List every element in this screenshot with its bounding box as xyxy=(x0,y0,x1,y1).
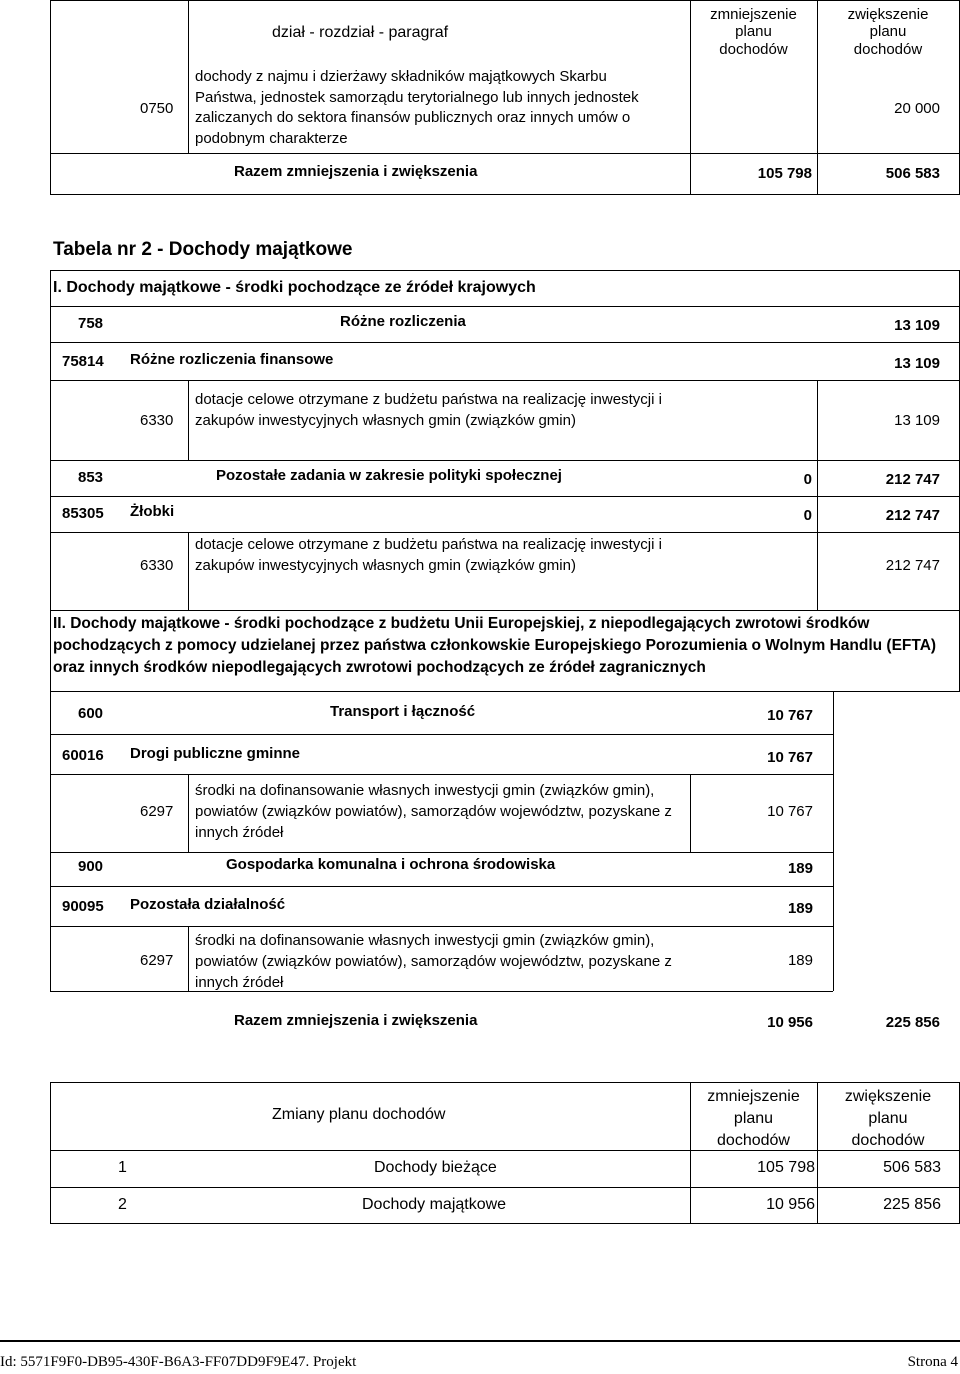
paragraf-description: dotacje celowe otrzymane z budżetu państwa na realizację inwestycji i zakupów inwestycyjnych własnych gmin (związków gmin) xyxy=(195,536,662,574)
col-decrease-header: zmniejszenie planu dochodów xyxy=(710,6,797,58)
dzial-code: 758 xyxy=(78,315,104,332)
paragraf-value: 13 109 xyxy=(894,412,940,429)
dzial-value: 13 109 xyxy=(894,317,940,334)
paragraf-description: środki na dofinansowanie własnych inwestycji gmin (związków gmin), powiatów (związków powiatów), samorządów województw, pozyskane z innych źródeł xyxy=(195,932,672,991)
row-label: Dochody bieżące xyxy=(374,1159,497,1176)
paragraf-code: 6330 xyxy=(140,412,174,429)
rozdzial-code: 60016 xyxy=(62,747,104,764)
col-increase-header: zwiększenie planu dochodów xyxy=(847,6,929,58)
dzial-code: 900 xyxy=(78,858,104,875)
total-increase: 506 583 xyxy=(885,165,940,182)
section-2-title: II. Dochody majątkowe - środki pochodzące z budżetu Unii Europejskiej, z niepodlegających zwrotowi środków pochodzących z pomocy udzielanej przez państwa członkowskie Europejskiego Porozumienia o Wolnym Handlu (EFTA) oraz innych środków niepodlegających zwrotowi pochodzących ze źródeł zagranicznych xyxy=(53,615,937,676)
dzial-value: 10 767 xyxy=(767,707,813,724)
col-increase-header: zwiększenie planu dochodów xyxy=(844,1088,932,1149)
dzial-code: 853 xyxy=(78,469,104,486)
dzial-value: 212 747 xyxy=(885,471,940,488)
total-label: Razem zmniejszenia i zwiększenia xyxy=(234,163,478,180)
paragraf-value: 10 767 xyxy=(767,803,813,820)
table2-title: Tabela nr 2 - Dochody majątkowe xyxy=(53,239,353,260)
total-increase: 225 856 xyxy=(885,1014,940,1031)
row-description: dochody z najmu i dzierżawy składników majątkowych Skarbu Państwa, jednostek samorządu terytorialnego lub innych jednostek zaliczanych do sektora finansów publicznych oraz innych umów o podobnym charakterze xyxy=(195,68,639,147)
rozdzial-value: 189 xyxy=(787,900,813,917)
dzial-label: Różne rozliczenia xyxy=(340,313,466,330)
rozdzial-code: 85305 xyxy=(62,505,104,522)
paragraf-description: dotacje celowe otrzymane z budżetu państwa na realizację inwestycji i zakupów inwestycyjnych własnych gmin (związków gmin) xyxy=(195,391,662,429)
summary-header: Zmiany planu dochodów xyxy=(272,1106,446,1123)
dzial-value: 189 xyxy=(787,860,813,877)
row-code: 0750 xyxy=(140,100,174,117)
col-decrease-header: zmniejszenie planu dochodów xyxy=(707,1088,800,1149)
row-increase: 20 000 xyxy=(894,100,940,117)
dzial-decrease: 0 xyxy=(803,471,812,488)
dzial-code: 600 xyxy=(78,705,104,722)
rozdzial-value: 13 109 xyxy=(894,355,940,372)
footer-id: Id: 5571F9F0-DB95-430F-B6A3-FF07DD9F9E47. Projekt xyxy=(0,1354,357,1370)
row-decrease: 10 956 xyxy=(766,1196,815,1213)
row-increase: 506 583 xyxy=(883,1159,941,1176)
total-label: Razem zmniejszenia i zwiększenia xyxy=(234,1012,478,1029)
page-number: Strona 4 xyxy=(907,1354,958,1370)
total-decrease: 105 798 xyxy=(757,165,812,182)
dzial-label: Pozostałe zadania w zakresie polityki społecznej xyxy=(216,467,562,484)
row-increase: 225 856 xyxy=(883,1196,941,1213)
rozdzial-label: Pozostała działalność xyxy=(130,896,286,913)
paragraf-value: 212 747 xyxy=(885,557,940,574)
rozdzial-code: 75814 xyxy=(62,353,104,370)
row-decrease: 105 798 xyxy=(757,1159,815,1176)
rozdzial-code: 90095 xyxy=(62,898,104,915)
rozdzial-label: Żłobki xyxy=(130,503,175,520)
header-title: dział - rozdział - paragraf xyxy=(272,24,449,41)
paragraf-value: 189 xyxy=(787,952,813,969)
footer-divider xyxy=(0,1340,960,1342)
rozdzial-label: Różne rozliczenia finansowe xyxy=(130,351,334,368)
rozdzial-label: Drogi publiczne gminne xyxy=(130,745,301,762)
paragraf-code: 6297 xyxy=(140,952,174,969)
paragraf-code: 6297 xyxy=(140,803,174,820)
rozdzial-decrease: 0 xyxy=(803,507,812,524)
rozdzial-value: 10 767 xyxy=(767,749,813,766)
rozdzial-value: 212 747 xyxy=(885,507,940,524)
row-label: Dochody majątkowe xyxy=(362,1196,507,1213)
dzial-label: Gospodarka komunalna i ochrona środowiska xyxy=(226,856,556,873)
paragraf-code: 6330 xyxy=(140,557,174,574)
total-decrease: 10 956 xyxy=(767,1014,813,1031)
section-1-title: I. Dochody majątkowe - środki pochodzące ze źródeł krajowych xyxy=(53,279,536,296)
paragraf-description: środki na dofinansowanie własnych inwestycji gmin (związków gmin), powiatów (związków powiatów), samorządów województw, pozyskane z innych źródeł xyxy=(195,782,672,841)
dzial-label: Transport i łączność xyxy=(330,703,476,720)
